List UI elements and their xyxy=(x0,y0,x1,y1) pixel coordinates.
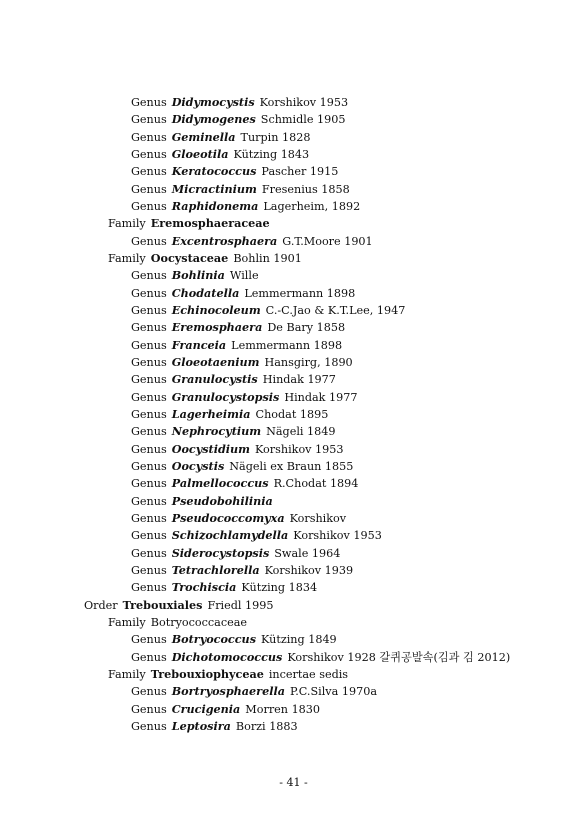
rank-label: Family xyxy=(108,667,146,681)
rank-label: Order xyxy=(84,598,118,612)
rank-label: Genus xyxy=(131,130,167,144)
genus-entry xyxy=(131,683,377,700)
taxon-name: Granulocystis xyxy=(171,372,258,387)
rank-label: Genus xyxy=(131,355,167,369)
genus-entry xyxy=(131,510,346,527)
rank-label: Genus xyxy=(131,321,167,335)
taxon-authority: Korshikov 1939 xyxy=(264,563,354,577)
taxon-name: Lagerheimia xyxy=(171,406,251,421)
family-entry xyxy=(108,666,348,683)
genus-entry xyxy=(131,302,405,319)
genus-entry xyxy=(131,458,353,475)
taxon-name: Nephrocytium xyxy=(171,424,262,439)
rank-label: Genus xyxy=(131,563,167,577)
taxon-authority: incertae sedis xyxy=(268,667,349,681)
genus-entry xyxy=(131,163,338,180)
rank-label: Genus xyxy=(131,425,167,439)
taxon-authority: Nägeli 1849 xyxy=(266,425,336,439)
taxon-authority: Hindak 1977 xyxy=(284,390,358,404)
genus-entry xyxy=(131,423,336,440)
taxon-authority: Swale 1964 xyxy=(274,546,341,560)
rank-label: Genus xyxy=(131,494,167,508)
genus-entry xyxy=(131,545,340,562)
rank-label: Genus xyxy=(131,200,167,213)
rank-label: Family xyxy=(108,615,146,629)
genus-entry xyxy=(131,267,259,284)
rank-label: Genus xyxy=(131,234,167,248)
genus-entry xyxy=(131,562,353,579)
taxon-name: Palmellococcus xyxy=(171,476,269,491)
taxon-authority: De Bary 1858 xyxy=(267,321,346,335)
taxon-name: Bortryosphaerella xyxy=(171,684,285,699)
taxon-name: Siderocystopsis xyxy=(171,545,270,560)
taxon-authority: Borzi 1883 xyxy=(235,719,298,733)
genus-entry xyxy=(131,493,273,510)
taxon-name: Trochiscia xyxy=(171,580,237,595)
genus-entry xyxy=(131,111,346,128)
taxon-authority: Hansgirg, 1890 xyxy=(264,355,353,369)
taxon-authority: Korshikov 1928 갈퀴공발속(김과 김 2012) xyxy=(287,650,511,664)
taxon-name: Schizochlamydella xyxy=(171,528,289,543)
taxon-name: Dichotomococcus xyxy=(171,649,283,664)
taxon-name: Excentrosphaera xyxy=(171,233,278,248)
rank-label: Family xyxy=(108,217,146,231)
taxon-name: Gloeotaenium xyxy=(171,354,260,369)
taxon-authority: Kützing 1843 xyxy=(233,148,310,161)
taxon-authority: Fresenius 1858 xyxy=(261,182,350,196)
taxon-name: Raphidonema xyxy=(171,199,259,213)
genus-entry xyxy=(131,233,373,250)
taxon-name: Granulocystopsis xyxy=(171,389,280,404)
taxon-name: Didymogenes xyxy=(171,112,256,127)
rank-label: Genus xyxy=(131,96,167,109)
taxon-name: Echinocoleum xyxy=(171,303,261,317)
taxon-authority: Korshikov xyxy=(289,511,347,525)
taxon-authority: Schmidle 1905 xyxy=(260,113,346,127)
genus-entry xyxy=(131,94,348,111)
genus-entry xyxy=(131,371,336,388)
taxon-authority: Nägeli ex Braun 1855 xyxy=(229,459,354,473)
genus-entry xyxy=(131,198,360,215)
taxon-authority: Lagerheim, 1892 xyxy=(263,200,361,213)
taxon-authority: Korshikov 1953 xyxy=(255,442,344,456)
taxon-name: Geminella xyxy=(171,129,236,144)
taxon-name: Tetrachlorella xyxy=(171,562,260,577)
rank-label: Genus xyxy=(131,304,167,317)
rank-label: Genus xyxy=(131,442,167,456)
rank-label: Genus xyxy=(131,633,167,647)
genus-entry xyxy=(131,337,342,354)
rank-label: Genus xyxy=(131,685,167,699)
genus-entry xyxy=(131,319,345,336)
taxon-authority: C.-C.Jao & K.T.Lee, 1947 xyxy=(265,304,406,317)
genus-entry xyxy=(131,285,355,302)
genus-entry xyxy=(131,441,344,458)
taxon-name: Pseudobohilinia xyxy=(171,493,273,508)
rank-label: Genus xyxy=(131,529,167,543)
rank-label: Genus xyxy=(131,407,167,421)
rank-label: Genus xyxy=(131,702,167,716)
taxon-name: Eremosphaera xyxy=(171,320,263,335)
genus-entry xyxy=(131,649,510,666)
rank-label: Genus xyxy=(131,338,167,352)
taxon-authority: Korshikov 1953 xyxy=(293,529,382,543)
genus-entry xyxy=(131,181,350,198)
taxon-authority: Morren 1830 xyxy=(245,702,321,716)
order-entry xyxy=(84,597,274,614)
rank-label: Genus xyxy=(131,650,167,664)
genus-entry xyxy=(131,718,298,735)
taxon-authority: Kützing 1849 xyxy=(261,633,337,647)
rank-label: Genus xyxy=(131,165,167,179)
family-entry xyxy=(108,215,270,232)
taxon-name: Botryococcaceae xyxy=(150,615,248,629)
taxon-authority: Wille xyxy=(229,269,259,283)
rank-label: Genus xyxy=(131,113,167,127)
family-entry xyxy=(108,250,302,267)
genus-entry xyxy=(131,527,382,544)
rank-label: Family xyxy=(108,252,146,265)
rank-label: Genus xyxy=(131,459,167,473)
rank-label: Genus xyxy=(131,511,167,525)
taxon-name: Didymocystis xyxy=(171,95,255,109)
rank-label: Genus xyxy=(131,182,167,196)
taxon-name: Botryococcus xyxy=(171,632,256,647)
taxon-authority: R.Chodat 1894 xyxy=(273,477,359,491)
taxon-name: Crucigenia xyxy=(171,701,241,716)
taxon-name: Micractinium xyxy=(171,181,257,196)
genus-entry xyxy=(131,631,337,648)
taxon-name: Chodatella xyxy=(171,285,240,300)
genus-entry xyxy=(131,354,353,371)
taxon-authority: Pascher 1915 xyxy=(261,165,339,179)
rank-label: Genus xyxy=(131,148,167,161)
rank-label: Genus xyxy=(131,581,167,595)
taxon-authority: Chodat 1895 xyxy=(255,407,329,421)
taxon-name: Eremosphaeraceae xyxy=(150,216,270,231)
genus-entry xyxy=(131,406,328,423)
rank-label: Genus xyxy=(131,269,167,283)
rank-label: Genus xyxy=(131,390,167,404)
taxon-authority: Bohlin 1901 xyxy=(233,252,302,265)
taxon-name: Trebouxiophyceae xyxy=(150,666,264,681)
genus-entry xyxy=(131,389,358,406)
genus-entry xyxy=(131,579,317,596)
rank-label: Genus xyxy=(131,719,167,733)
rank-label: Genus xyxy=(131,477,167,491)
taxon-name: Oocystidium xyxy=(171,441,250,456)
taxon-authority: Kützing 1834 xyxy=(241,581,318,595)
taxon-authority: G.T.Moore 1901 xyxy=(282,234,373,248)
taxon-authority: Lemmermann 1898 xyxy=(244,286,356,300)
taxon-authority: P.C.Silva 1970a xyxy=(289,685,377,699)
family-entry xyxy=(108,614,247,631)
taxon-name: Oocystaceae xyxy=(150,251,229,265)
taxon-name: Franceia xyxy=(171,337,227,352)
taxon-authority: Hindak 1977 xyxy=(262,373,336,387)
genus-entry xyxy=(131,129,310,146)
taxon-name: Keratococcus xyxy=(171,164,257,179)
taxon-authority: Friedl 1995 xyxy=(207,598,274,612)
taxon-name: Gloeotila xyxy=(171,147,229,161)
taxon-authority: Lemmermann 1898 xyxy=(231,338,343,352)
page-number: - 41 - xyxy=(279,776,308,789)
rank-label: Genus xyxy=(131,286,167,300)
taxon-name: Leptosira xyxy=(171,718,231,733)
taxon-name: Pseudococcomyxa xyxy=(171,510,285,525)
taxon-authority: Turpin 1828 xyxy=(240,130,311,144)
taxon-name: Trebouxiales xyxy=(122,597,203,612)
taxon-name: Bohlinia xyxy=(171,268,225,283)
taxon-name: Oocystis xyxy=(171,458,225,473)
taxon-authority: Korshikov 1953 xyxy=(259,96,349,109)
genus-entry xyxy=(131,701,320,718)
genus-entry xyxy=(131,475,358,492)
rank-label: Genus xyxy=(131,546,167,560)
rank-label: Genus xyxy=(131,373,167,387)
genus-entry xyxy=(131,146,309,163)
